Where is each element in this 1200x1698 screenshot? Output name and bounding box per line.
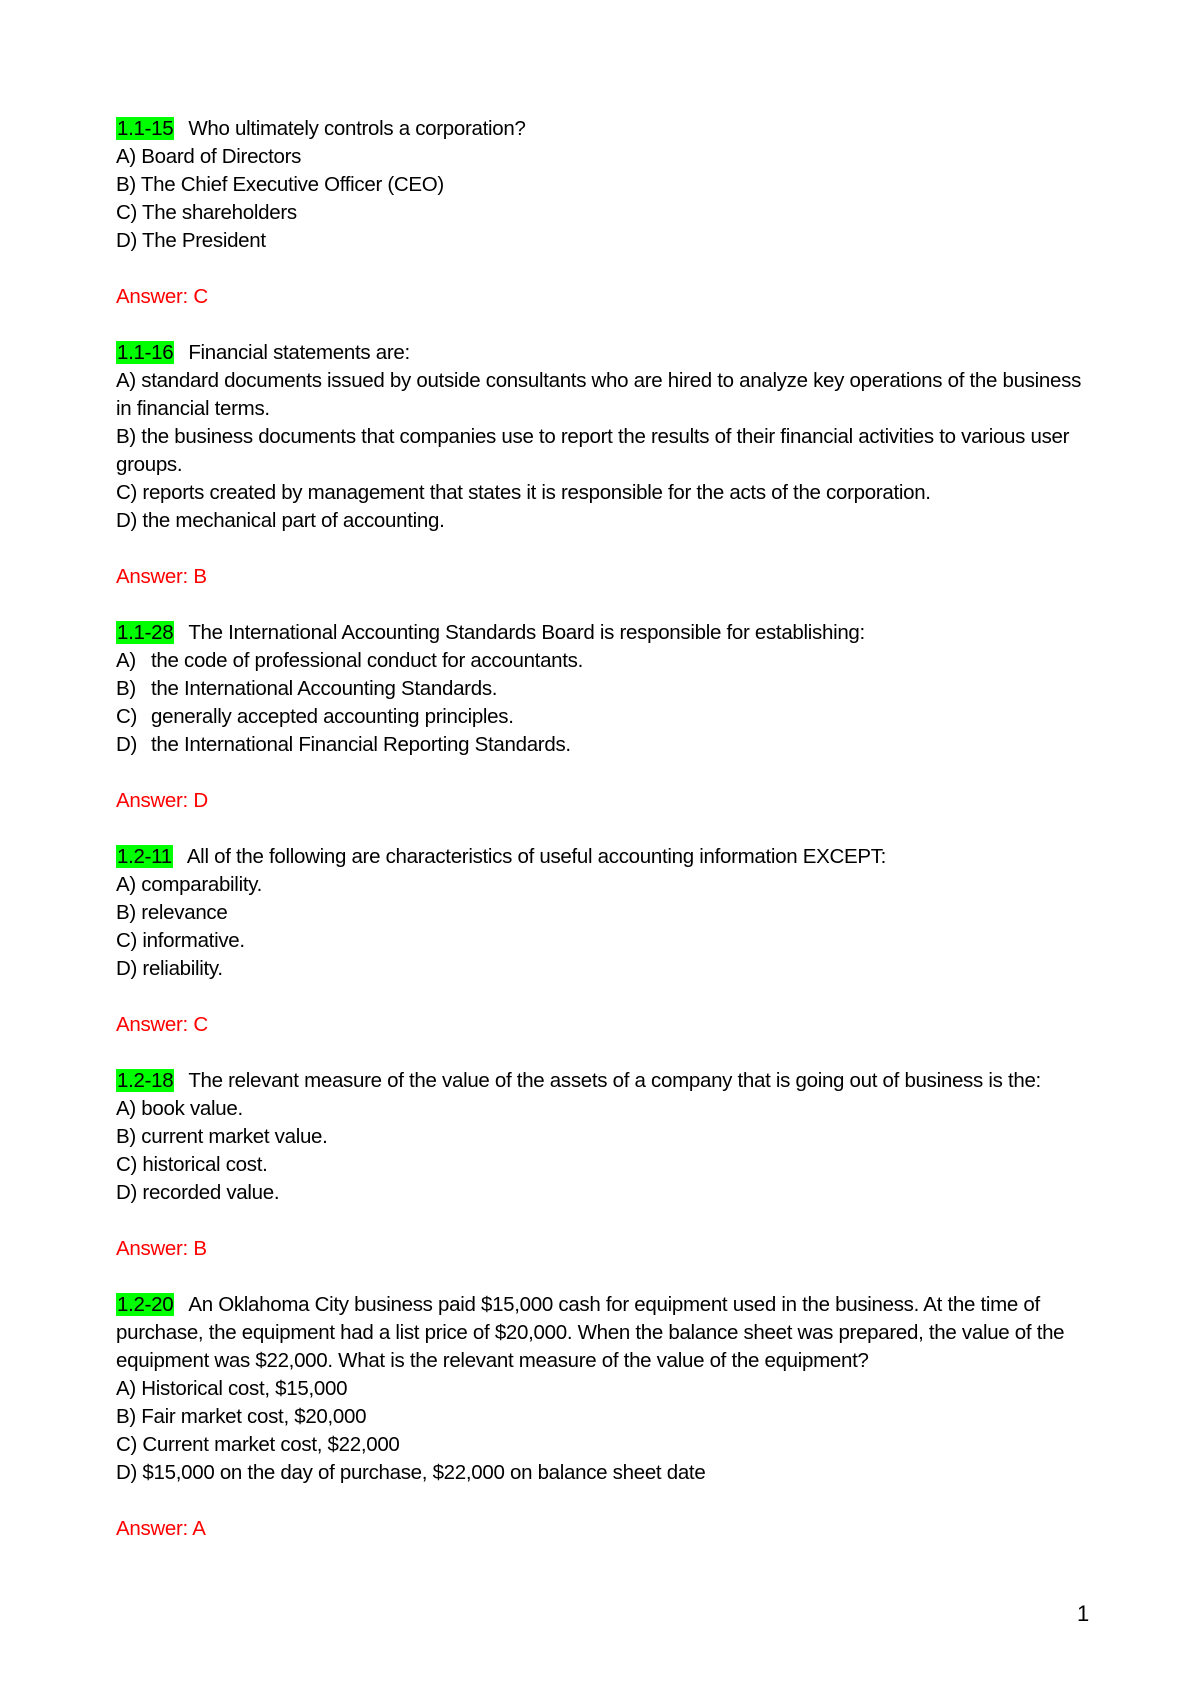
question-id: 1.2-11: [117, 845, 172, 868]
option-letter: A): [116, 649, 136, 672]
question-2: [116, 339, 1096, 591]
option-b: B) The Chief Executive Officer (CEO): [116, 173, 444, 196]
option-d: D) $15,000 on the day of purchase, $22,000 on balance sheet date: [116, 1461, 706, 1484]
answer-key: Answer: C: [116, 285, 208, 308]
option-a: [116, 647, 1096, 675]
question-id: 1.1-16: [117, 341, 174, 364]
question-3: [116, 619, 1096, 815]
question-5: [116, 1067, 1096, 1263]
answer-key: Answer: B: [116, 565, 207, 588]
question-text: All of the following are characteristics of useful accounting information EXCEPT:: [186, 845, 887, 868]
answer-key: Answer: B: [116, 1237, 207, 1260]
question-4: [116, 843, 1096, 1039]
question-id: 1.2-18: [117, 1069, 174, 1092]
option-a: A) comparability.: [116, 873, 263, 896]
question-stem: [116, 1067, 1096, 1095]
question-text: Who ultimately controls a corporation?: [188, 117, 526, 140]
option-letter: B): [116, 677, 136, 700]
page-number: 1: [1077, 1601, 1090, 1626]
option-c: C) informative.: [116, 929, 245, 952]
option-b: [116, 675, 1096, 703]
question-text: An Oklahoma City business paid $15,000 cash for equipment used in the business. At the time of purchase, the equipment had a list price of $20,000. When the balance sheet was prepared, the value of the equipment was $22,000. What is the relevant measure of the value of the equipment?: [116, 1293, 1065, 1372]
option-text: generally accepted accounting principles.: [151, 705, 514, 728]
question-text: The relevant measure of the value of the assets of a company that is going out of business is the:: [188, 1069, 1041, 1092]
option-b: B) the business documents that companies use to report the results of their financial activities to various user groups.: [116, 425, 1070, 476]
question-6: [116, 1291, 1096, 1543]
option-b: B) current market value.: [116, 1125, 328, 1148]
answer-key: Answer: D: [116, 789, 208, 812]
question-list: [116, 115, 1096, 1571]
option-text: the International Financial Reporting Standards.: [151, 733, 571, 756]
question-stem: [116, 339, 1096, 367]
option-d: D) recorded value.: [116, 1181, 280, 1204]
question-id: 1.1-28: [117, 621, 174, 644]
option-c: C) Current market cost, $22,000: [116, 1433, 400, 1456]
option-text: the International Accounting Standards.: [151, 677, 498, 700]
question-stem: [116, 1291, 1096, 1375]
option-a: A) Historical cost, $15,000: [116, 1377, 348, 1400]
question-id: 1.1-15: [117, 117, 174, 140]
option-c: [116, 703, 1096, 731]
question-text: Financial statements are:: [188, 341, 410, 364]
option-a: A) book value.: [116, 1097, 243, 1120]
answer-key: Answer: A: [116, 1517, 206, 1540]
option-b: B) relevance: [116, 901, 228, 924]
option-d: D) the mechanical part of accounting.: [116, 509, 445, 532]
option-d: D) reliability.: [116, 957, 223, 980]
question-stem: [116, 843, 1096, 871]
option-letter: D): [116, 733, 138, 756]
question-id: 1.2-20: [117, 1293, 174, 1316]
option-c: C) reports created by management that states it is responsible for the acts of the corporation.: [116, 481, 931, 504]
option-c: C) The shareholders: [116, 201, 297, 224]
answer-key: Answer: C: [116, 1013, 208, 1036]
option-a: A) standard documents issued by outside consultants who are hired to analyze key operations of the business in financial terms.: [116, 369, 1082, 420]
option-b: B) Fair market cost, $20,000: [116, 1405, 367, 1428]
option-c: C) historical cost.: [116, 1153, 268, 1176]
question-stem: [116, 115, 1096, 143]
option-letter: C): [116, 705, 138, 728]
option-d: D) The President: [116, 229, 266, 252]
question-text: The International Accounting Standards Board is responsible for establishing:: [188, 621, 865, 644]
option-text: the code of professional conduct for accountants.: [151, 649, 584, 672]
question-stem: [116, 619, 1096, 647]
option-d: [116, 731, 1096, 759]
question-1: [116, 115, 1096, 311]
option-a: A) Board of Directors: [116, 145, 302, 168]
